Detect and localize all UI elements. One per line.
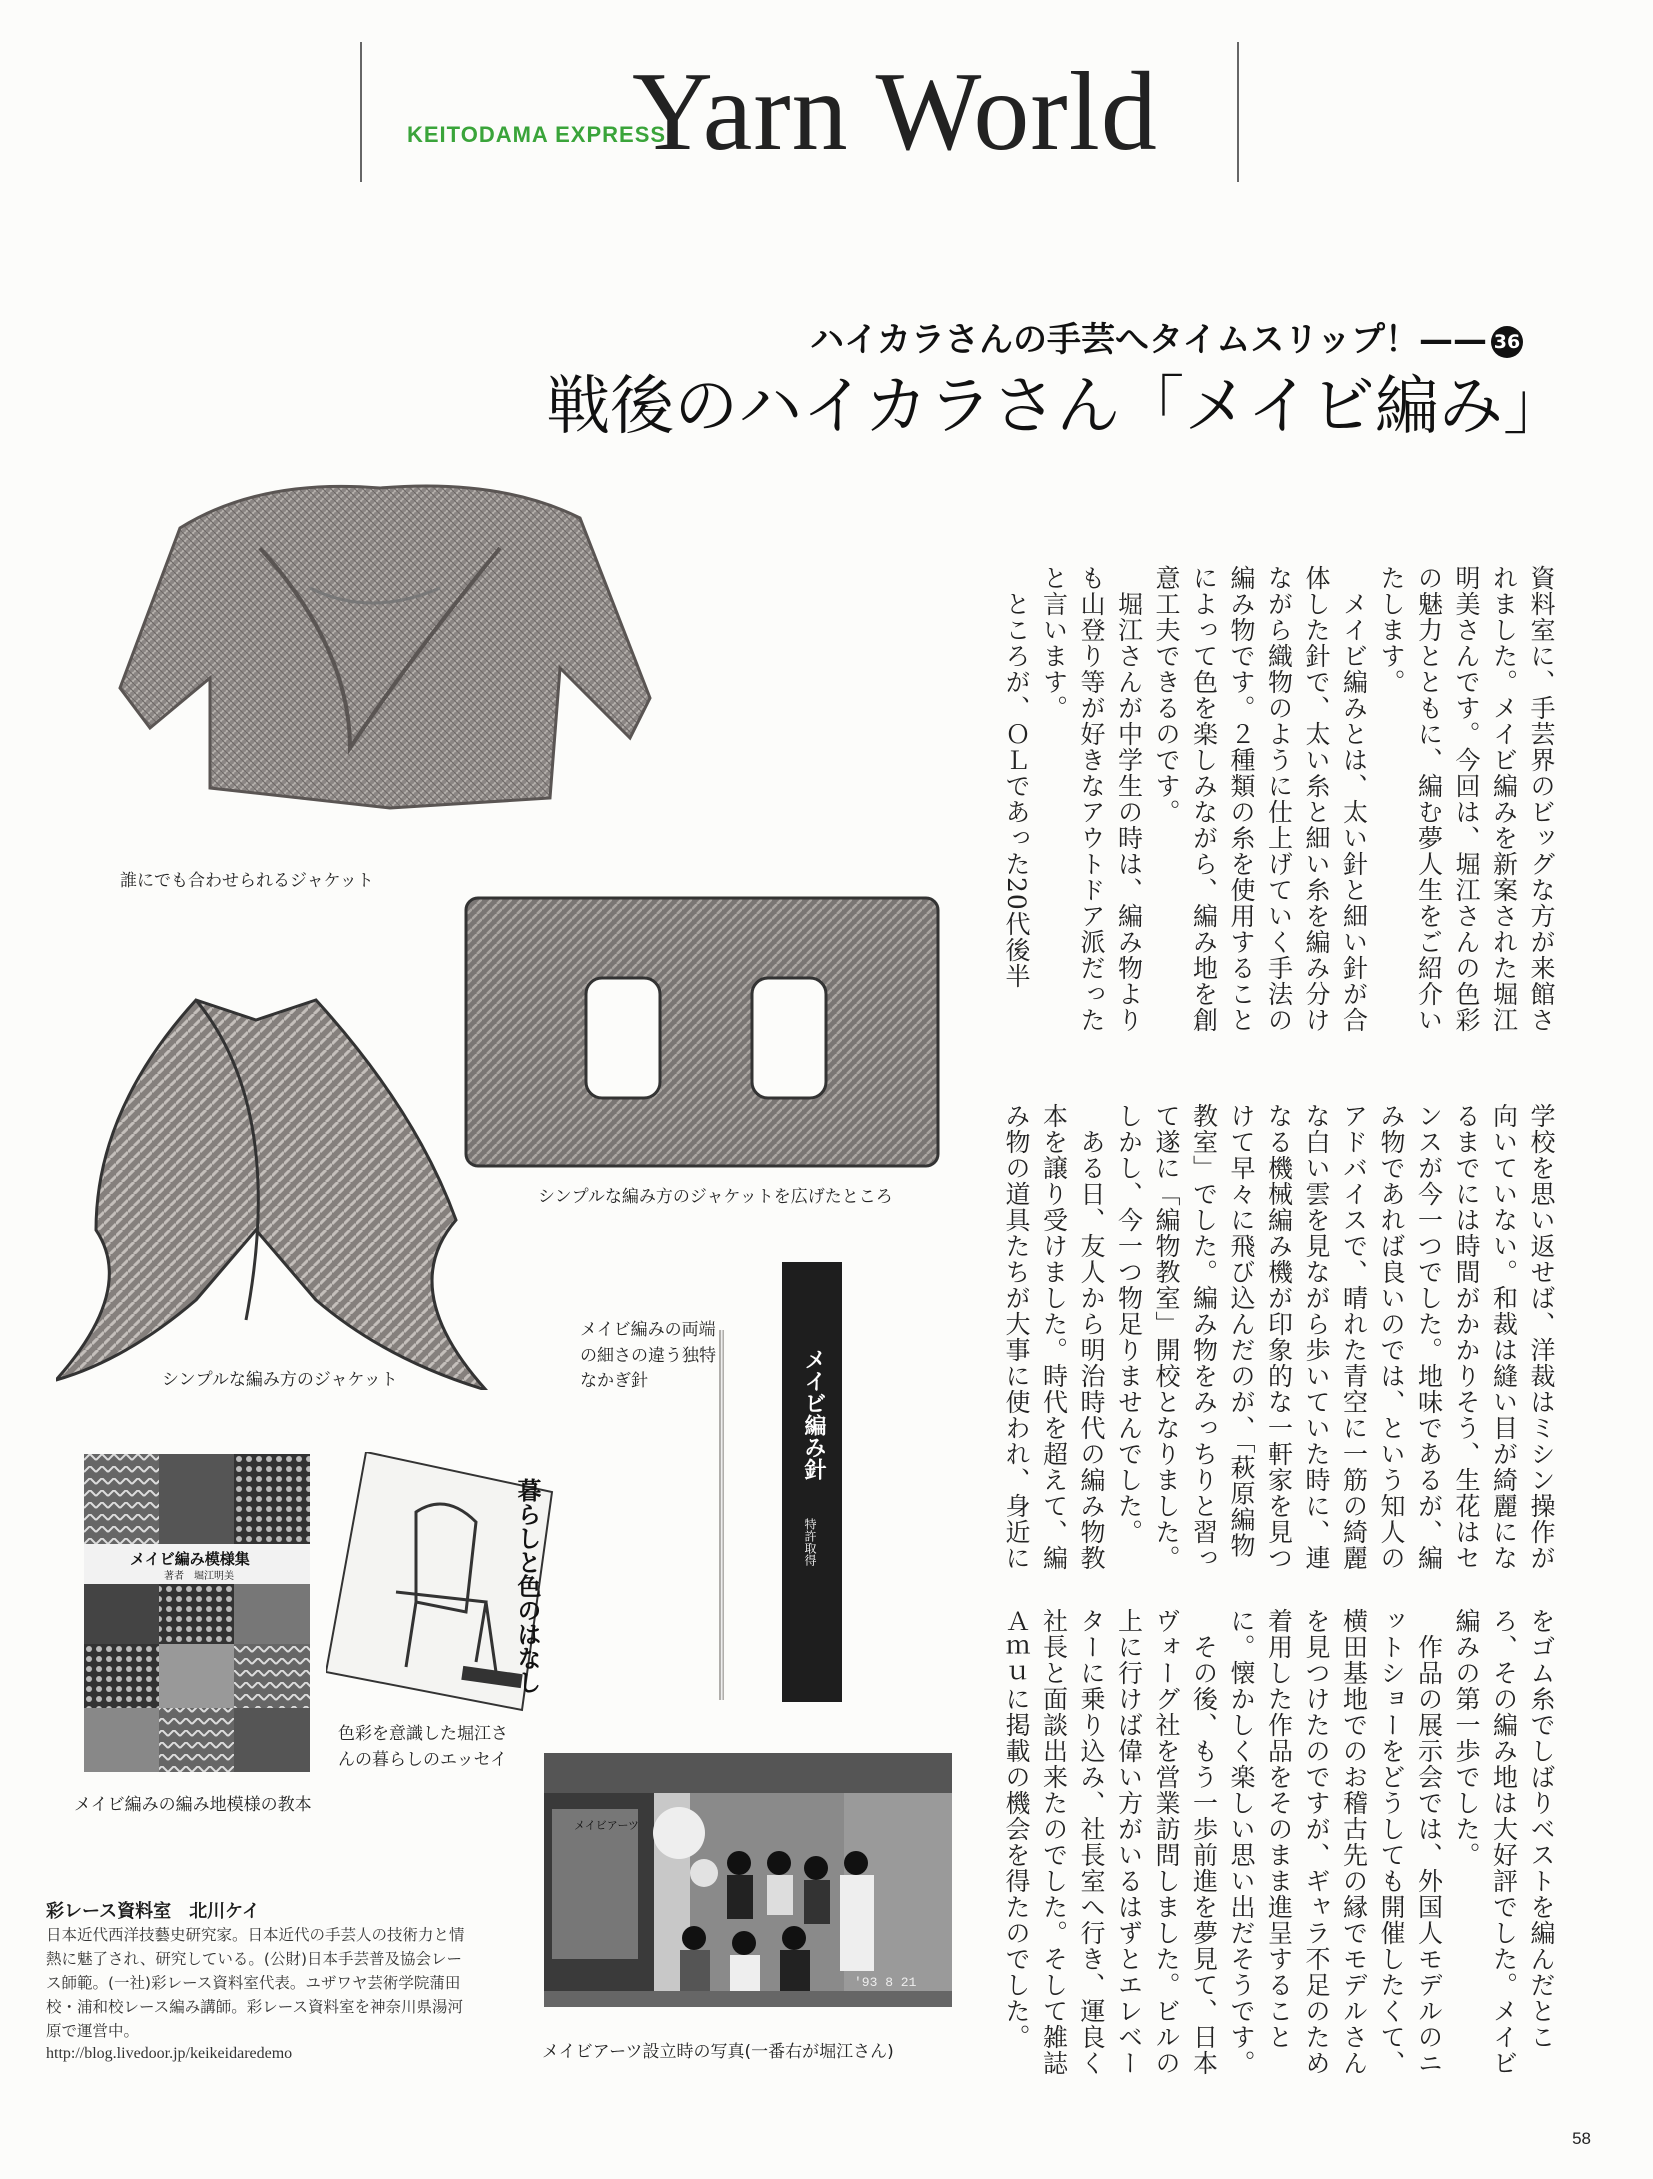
- author-name: 彩レース資料室 北川ケイ: [46, 1901, 260, 1922]
- essay-book-title: 暮らしと色のはなし: [513, 1478, 542, 1694]
- pattern-textbook-photo: [84, 1454, 310, 1772]
- textbook-title: メイビ編み模様集: [130, 1550, 250, 1568]
- jacket-photo: [110, 468, 670, 858]
- header-rule-left: [360, 42, 362, 182]
- episode-number: 36: [1491, 326, 1523, 358]
- caption-spread-jacket: シンプルな編み方のジャケットを広げたところ: [538, 1187, 893, 1207]
- caption-textbook: メイビ編みの編み地模様の教本: [74, 1795, 312, 1815]
- author-bio: 日本近代西洋技藝史研究家。日本近代の手芸人の技術力と情熱に魅了され、研究している。(公財)日本手芸普及協会レース師範。(一社)彩レース資料室代表。ユザワヤ芸術学院蒲田校・浦和校レース編み講師。彩レース資料室を神奈川県湯河原で運営中。: [46, 1926, 465, 2041]
- caption-needle: メイビ編みの両端 の細さの違う独特 なかぎ針: [580, 1320, 716, 1391]
- needle-package-title: メイビ編み針: [801, 1348, 826, 1480]
- series-label: KEITODAMA EXPRESS: [407, 122, 667, 147]
- caption-vest-jacket: シンプルな編み方のジャケット: [162, 1370, 398, 1390]
- textbook-author: 著者 堀江明美: [164, 1571, 234, 1582]
- body-column-3: をゴム糸でしばりベストを編んだところ、その編み地は大好評でした。メイビ編みの第一歩でした。 作品の展示会では、外国人モデルのニットショーをどうしても開催したくて、横田基地でのお稽古先の縁でモデルさんを見つけたのですが、ギャラ不足のため着用した作品をそのまま進呈することに。懐かしく楽しい思い出だそうです。 その後、もう一歩前進を夢見て、日本ヴォーグ社を営業訪問しました。ビルの上に行けば偉い方がいるはずとエレベーターに乗り込み、社長室へ行き、運良く社長と面談出来たのでした。そして雑誌Ａｍｕに掲載の機会を得たのでした。: [1002, 1608, 1556, 2076]
- needle-package-patent: 特許取得: [803, 1518, 817, 1566]
- author-url[interactable]: http://blog.livedoor.jp/keikeidaredemo: [46, 2045, 293, 2062]
- subtitle-text: ハイカラさんの手芸へタイムスリップ！——: [810, 320, 1487, 360]
- crochet-needle-photo: [712, 1330, 732, 1700]
- photo-date: '93 8 21: [854, 1975, 917, 1990]
- body-column-1: 資料室に、手芸界のビッグな方が来館されました。メイビ編みを新案された堀江明美さんです。今回は、堀江さんの色彩の魅力とともに、編む夢人生をご紹介いたします。 メイビ編みとは、太い針と細い針が合体した針で、太い糸と細い糸を編み分けながら織物のように仕上げていく手法の編み物です。２種類の糸を使用することによって色を楽しみながら、編み地を創意工夫できるのです。 堀江さんが中学生の時は、編み物よりも山登り等が好きなアウトドア派だったと言います。 ところが、ＯＬであった20代後半: [1002, 565, 1556, 1033]
- caption-jacket: 誰にでも合わせられるジャケット: [120, 871, 374, 891]
- header-rule-right: [1237, 42, 1239, 182]
- body-column-2: 学校を思い返せば、洋裁はミシン操作が向いていない。和裁は縫い目が綺麗になるまでには時間がかかりそう、生花はセンスが今一つでした。地味であるが、編み物であれば良いのでは、という知人のアドバイスで、晴れた青空に一筋の綺麗な白い雲を見ながら歩いていた時に、連なる機械編み機が印象的な一軒家を見つけて早々に飛び込んだのが、「萩原編物教室」でした。編み物をみっちりと習って遂に「編物教室」開校となりました。しかし、今一つ物足りませんでした。 ある日、友人から明治時代の編み物教本を譲り受けました。時代を超えて、編み物の道具たちが大事に使われ、身近に: [1002, 1103, 1556, 1571]
- caption-essay: 色彩を意識した堀江さ んの暮らしのエッセイ: [338, 1724, 508, 1770]
- magazine-title: Yarn World: [632, 50, 1158, 174]
- article-subtitle: [810, 312, 1523, 361]
- spread-jacket-photo: [462, 894, 944, 1174]
- caption-founding: メイビアーツ設立時の写真(一番右が堀江さん): [542, 2042, 894, 2062]
- founding-sign: メイビアーツ: [574, 1819, 640, 1832]
- essay-book-photo: [326, 1452, 556, 1712]
- founding-photo: [544, 1753, 952, 2007]
- page-number: 58: [1572, 2129, 1591, 2148]
- article-title: 戦後のハイカラさん「メイビ編み」: [546, 370, 1567, 444]
- vest-jacket-photo: [56, 990, 492, 1390]
- needle-package-photo: [782, 1262, 842, 1702]
